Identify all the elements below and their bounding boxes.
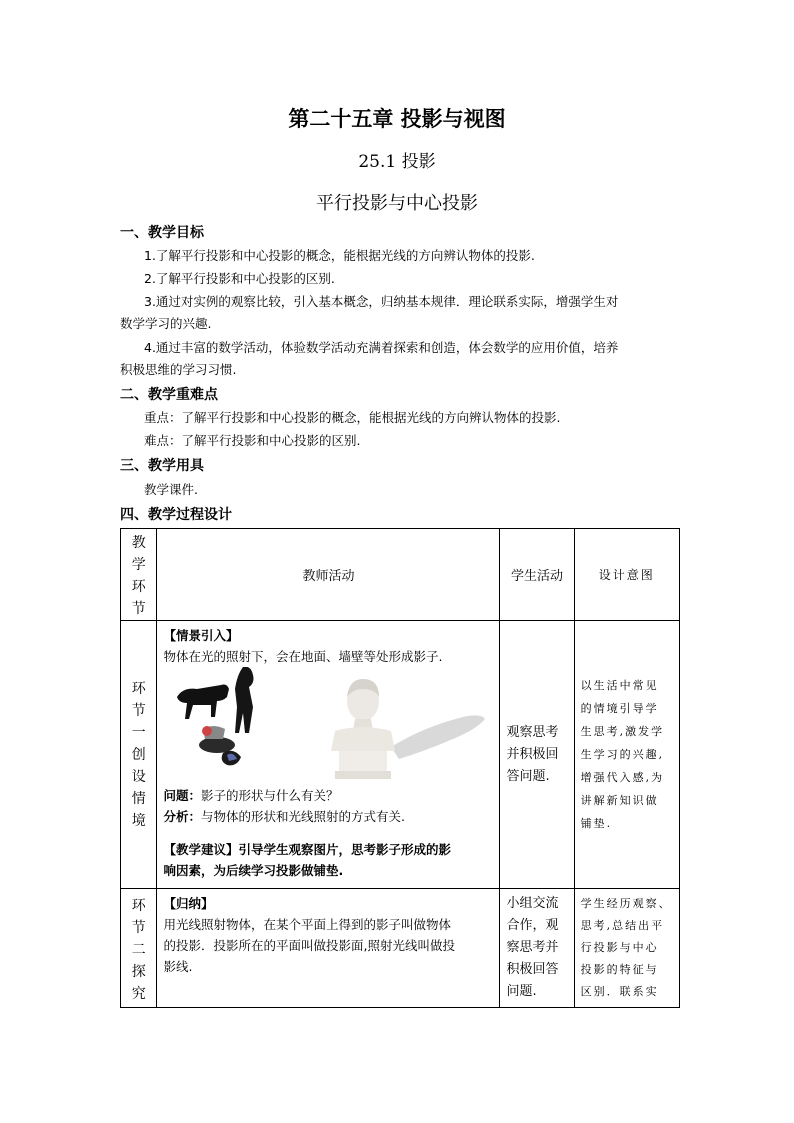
heading-tools: 三、教学用具	[120, 458, 204, 474]
row1-stage: 环 节 一 创 设 情 境	[121, 621, 157, 889]
row2-student: 小组交流 合作，观 察思考并 积极回答 问题.	[500, 889, 574, 1008]
row1-student: 观察思考 并积极回 答问题.	[500, 621, 574, 889]
lesson-title: 平行投影与中心投影	[316, 193, 478, 214]
heading-objectives: 一、教学目标	[120, 225, 204, 241]
teaching-suggestion-cont: 响因素，为后续学习投影做铺垫.	[163, 863, 344, 878]
table-header-row	[121, 529, 680, 621]
teaching-suggestion: 【教学建议】引导学生观察图片，思考影子形成的影	[163, 842, 451, 857]
key-point-text: 了解平行投影和中心投影的概念，能根据光线的方向辨认物体的投影.	[181, 410, 561, 425]
row2-intent: 学生经历观察、 思考,总结出平 行投影与中心 投影的特征与 区别．联系实	[574, 889, 679, 1008]
section-title: 25.1 投影	[358, 152, 436, 172]
heading-key-points: 二、教学重难点	[120, 387, 218, 403]
key-point	[144, 407, 561, 429]
row1-intent: 以生活中常见 的情境引导学 生思考,激发学 生学习的兴趣, 增强代入感,为 讲解新知识做 铺垫.	[574, 621, 679, 889]
summary-text-2: 的投影．投影所在的平面叫做投影面,照射光线叫做投	[163, 938, 455, 953]
table-row	[121, 889, 680, 1008]
scene-intro-text: 物体在光的照射下，会在地面、墙壁等处形成影子.	[163, 649, 443, 664]
objective-4-cont: 积极思维的学习习惯.	[120, 362, 237, 377]
summary-text-3: 影线.	[163, 959, 193, 974]
objective-2: 2.了解平行投影和中心投影的区别.	[144, 271, 335, 286]
difficult-point	[144, 430, 361, 452]
shadow-photos	[163, 667, 493, 785]
analysis: 分析：与物体的形状和光线照射的方式有关.	[163, 809, 405, 824]
heading-process: 四、教学过程设计	[120, 507, 232, 523]
key-point-label: 重点：	[144, 410, 182, 425]
bust-statue-photo	[331, 679, 485, 779]
shadow-illustration	[163, 667, 493, 785]
header-teacher: 教师活动	[157, 529, 500, 621]
header-intent: 设计意图	[574, 529, 679, 621]
difficult-point-text: 了解平行投影和中心投影的区别.	[181, 433, 361, 448]
process-table	[120, 528, 680, 1008]
objective-3-cont: 数学学习的兴趣.	[120, 316, 212, 331]
dog-man-shadow-photo	[177, 667, 254, 765]
tools-text: 教学课件.	[144, 482, 198, 497]
question: 问题：影子的形状与什么有关？	[163, 788, 339, 803]
row2-stage: 环 节 二 探 究	[121, 889, 157, 1008]
objective-3: 3.通过对实例的观察比较，引入基本概念，归纳基本规律．理论联系实际，增强学生对	[144, 294, 619, 309]
table-row	[121, 621, 680, 889]
scene-intro-label: 【情景引入】	[163, 628, 239, 643]
objective-1: 1.了解平行投影和中心投影的概念，能根据光线的方向辨认物体的投影.	[144, 248, 535, 263]
header-stage: 教 学 环 节	[121, 529, 157, 621]
objective-4: 4.通过丰富的数学活动，体验数学活动充满着探索和创造，体会数学的应用价值，培养	[144, 340, 619, 355]
summary-text-1: 用光线照射物体，在某个平面上得到的影子叫做物体	[163, 917, 451, 932]
row2-teacher	[157, 889, 500, 1008]
row1-teacher	[157, 621, 500, 889]
chapter-title: 第二十五章 投影与视图	[288, 106, 506, 131]
difficult-point-label: 难点：	[144, 433, 182, 448]
summary-label: 【归纳】	[163, 896, 214, 911]
header-student: 学生活动	[500, 529, 574, 621]
